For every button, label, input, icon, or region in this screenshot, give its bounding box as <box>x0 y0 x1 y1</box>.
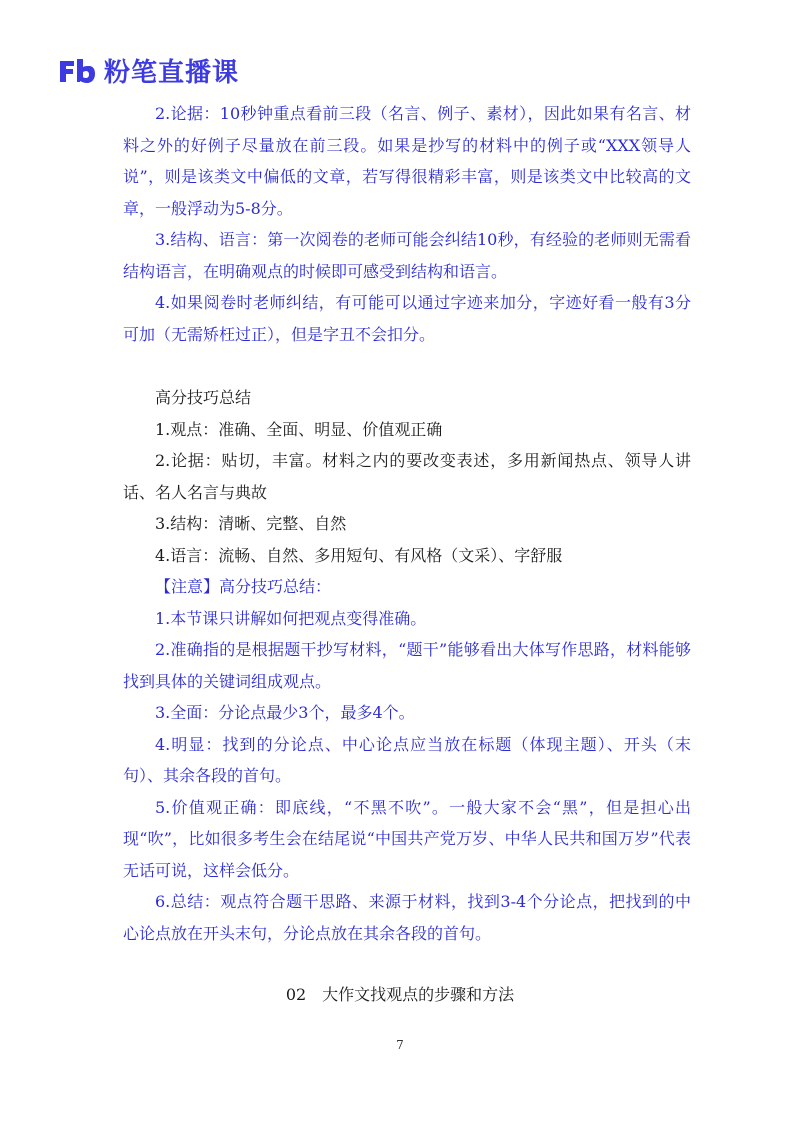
paragraph-handwriting: 4.如果阅卷时老师纠结，有可能可以通过字迹来加分，字迹好看一般有3分可加（无需矫枉过正），但是字丑不会扣分。 <box>123 293 691 344</box>
page-number: 7 <box>396 1038 404 1052</box>
brand-logo <box>58 52 239 89</box>
summary-item-structure: 3.结构：清晰、完整、自然 <box>155 514 347 533</box>
summary-item-argument: 2.论据：贴切，丰富。材料之内的要改变表述，多用新闻热点、领导人讲话、名人名言与典故 <box>123 451 691 502</box>
note-label: 【注意】高分技巧总结： <box>155 577 332 596</box>
paragraph-structure-language: 3.结构、语言：第一次阅卷的老师可能会纠结10秒，有经验的老师则无需看结构语言，在明确观点的时候即可感受到结构和语言。 <box>123 230 691 281</box>
note-item: 2.准确指的是根据题干抄写材料，“题干”能够看出大体写作思路，材料能够找到具体的关键词组成观点。 <box>123 640 691 691</box>
note-item: 1.本节课只讲解如何把观点变得准确。 <box>155 608 427 628</box>
summary-item-language: 4.语言：流畅、自然、多用短句、有风格（文采）、字舒服 <box>155 545 563 565</box>
note-item: 3.全面：分论点最少3个，最多4个。 <box>155 703 415 722</box>
document-body <box>123 98 691 949</box>
note-item: 6.总结：观点符合题干思路、来源于材料，找到3-4个分论点，把找到的中心论点放在开头末句，分论点放在其余各段的首句。 <box>123 892 691 943</box>
summary-title: 高分技巧总结 <box>155 388 252 407</box>
note-item: 5.价值观正确：即底线，“不黑不吹”。一般大家不会“黑”，但是担心出现“吹”，比如很多考生会在结尾说“中国共产党万岁、中华人民共和国万岁”代表无话可说，这样会低分。 <box>123 797 691 880</box>
section-heading: 02 大作文找观点的步骤和方法 <box>285 985 515 1004</box>
paragraph-argument: 2.论据：10秒钟重点看前三段（名言、例子、素材），因此如果有名言、材料之外的好例子尽量放在前三段。如果是抄写的材料中的例子或“XXX领导人说”，则是该类文中偏低的文章，若写得很精彩丰富，则是该类文中比较高的文章，一般浮动为5-8分。 <box>123 104 691 218</box>
spacer <box>123 350 691 382</box>
summary-item-viewpoint: 1.观点：准确、全面、明显、价值观正确 <box>155 419 443 439</box>
note-item: 4.明显：找到的分论点、中心论点应当放在标题（体现主题）、开头（末句）、其余各段的首句。 <box>123 734 691 785</box>
fb-logo-icon <box>58 57 96 85</box>
brand-name: 粉笔直播课 <box>104 58 240 88</box>
